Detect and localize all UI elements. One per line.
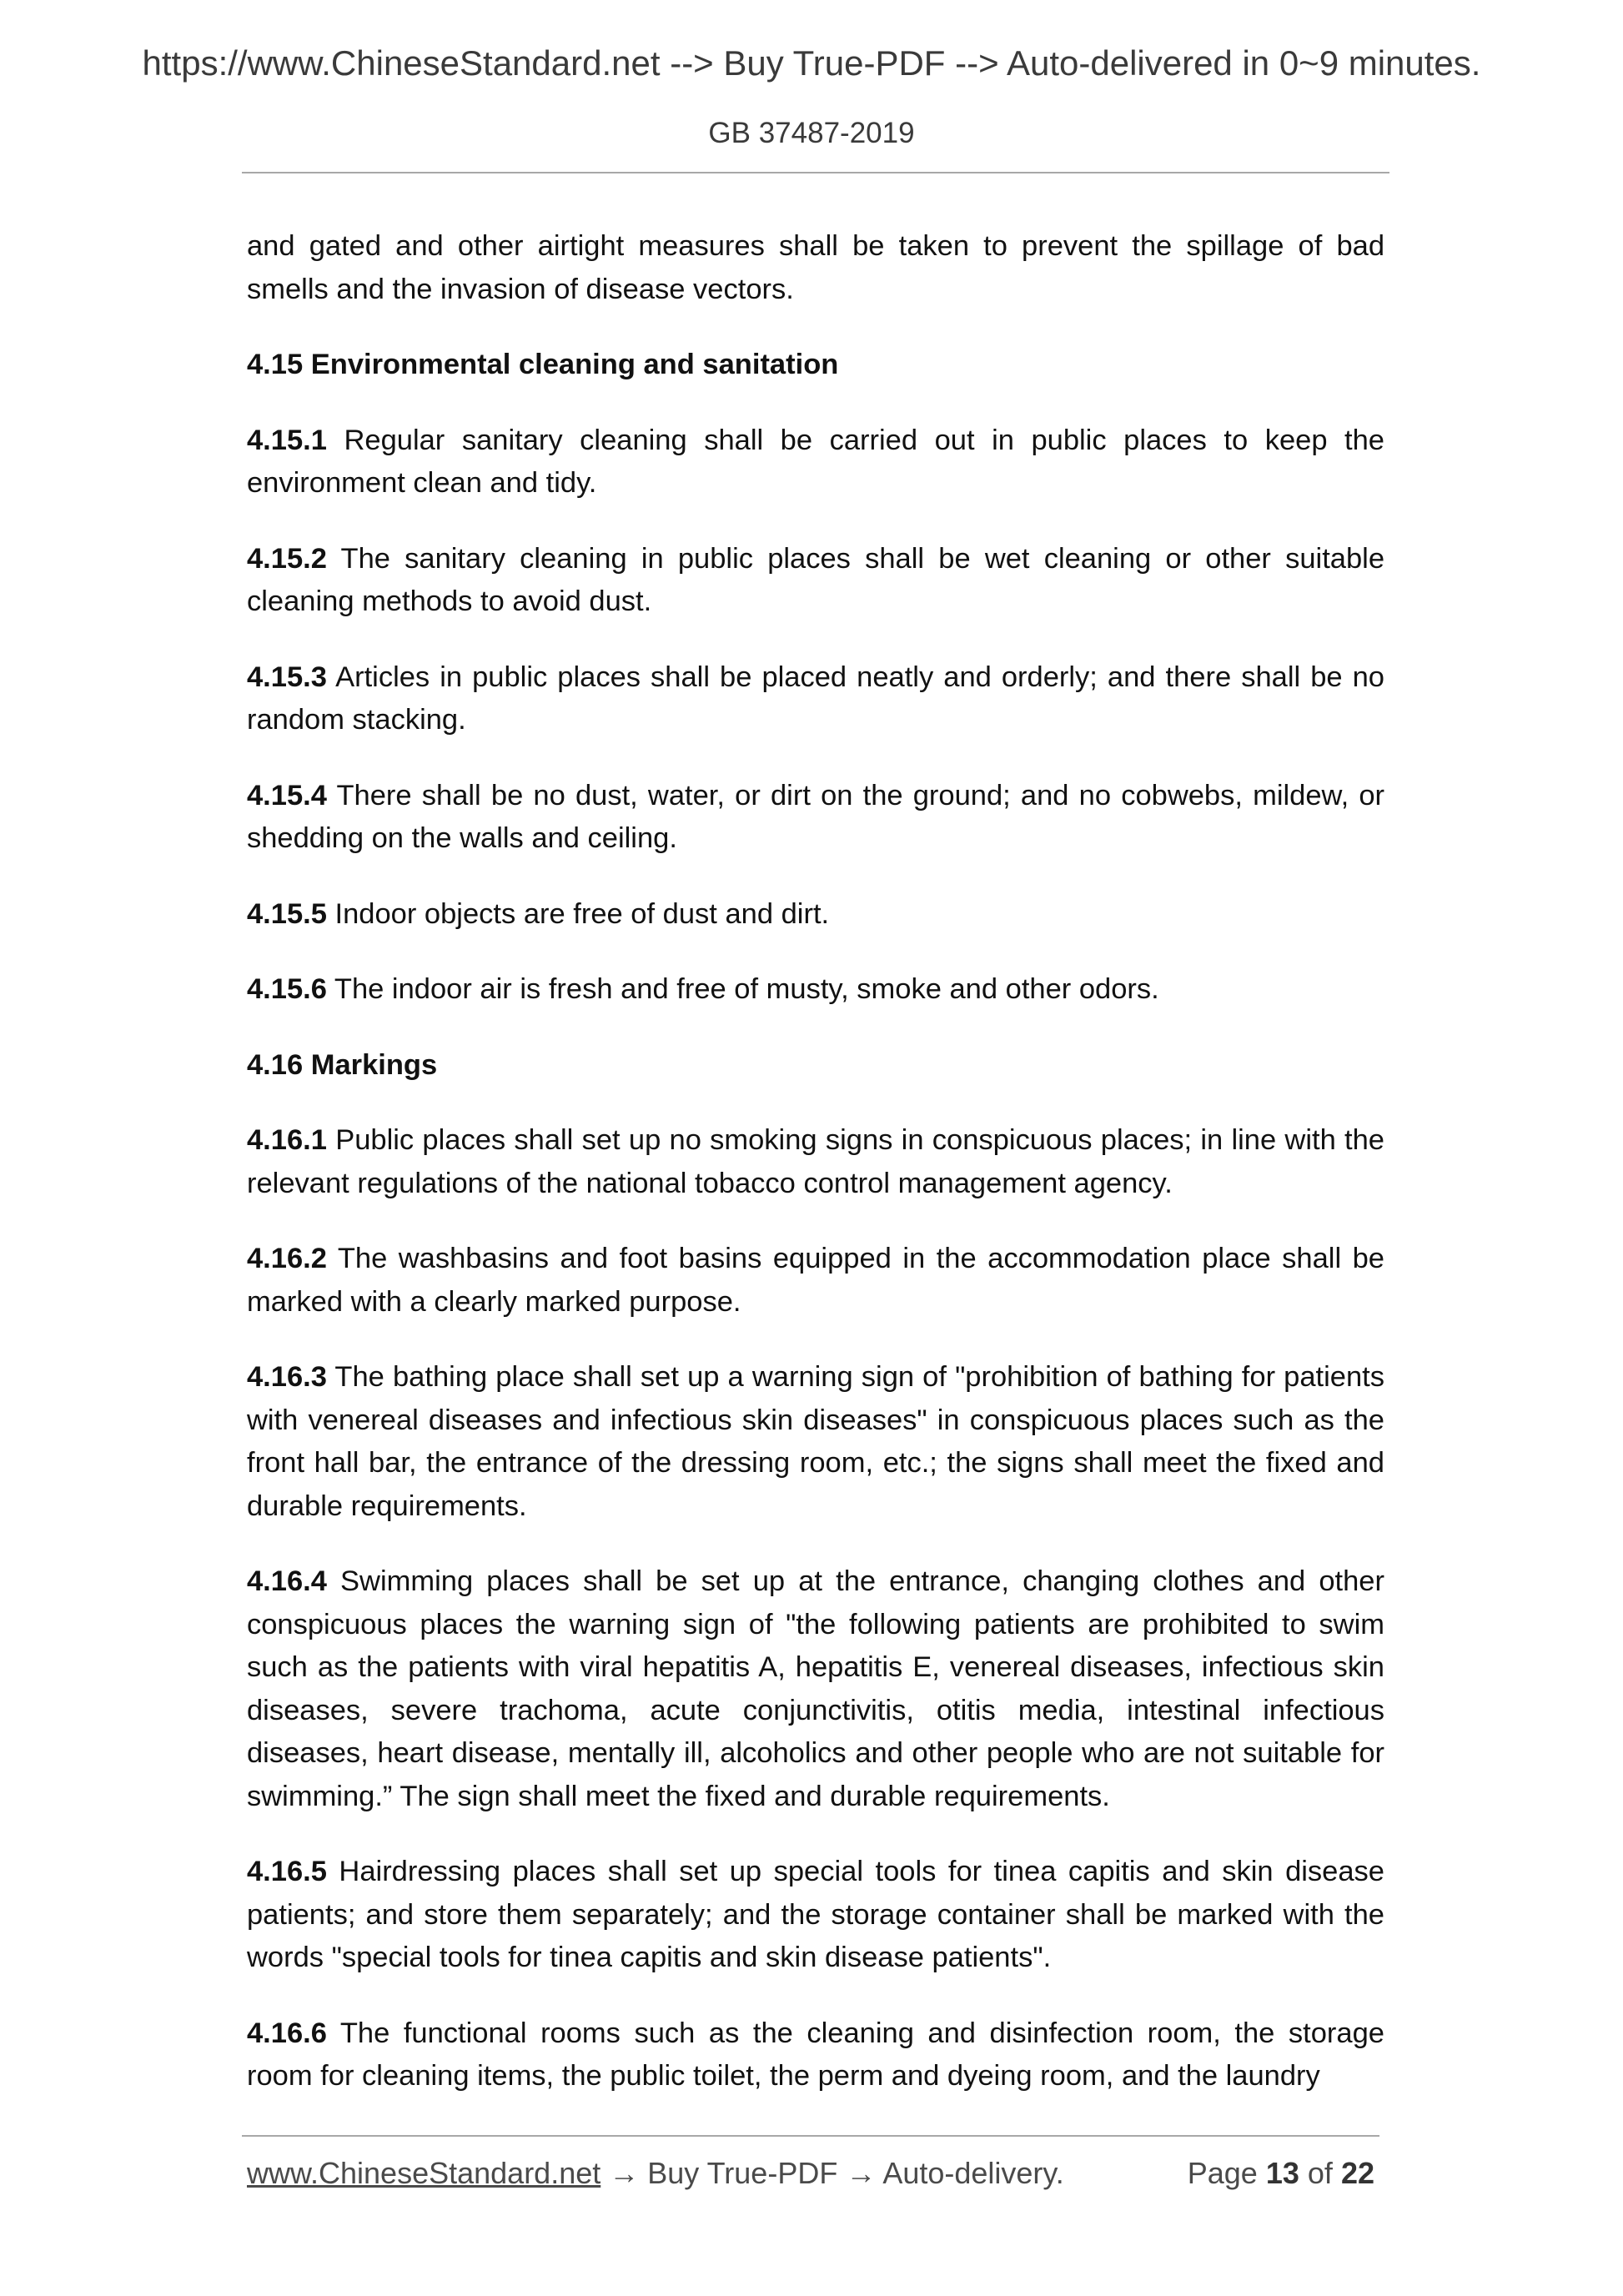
- header-divider: [242, 172, 1389, 173]
- clause-text: Indoor objects are free of dust and dirt.: [334, 897, 830, 930]
- clause-4-16-3: [247, 1356, 1384, 1528]
- clause-number: 4.15.4: [247, 779, 327, 811]
- clause-text: The functional rooms such as the cleaning and disinfection room, the storage room for cleaning items, the public toilet, the perm and dyeing room, and the laundry: [247, 2017, 1384, 2092]
- document-body: [247, 225, 1384, 2131]
- clause-number: 4.16.3: [247, 1361, 327, 1393]
- clause-number: 4.16.5: [247, 1856, 327, 1887]
- document-code: GB 37487-2019: [708, 117, 915, 149]
- clause-4-15-2: [247, 538, 1384, 624]
- clause-text: Swimming places shall be set up at the entrance, changing clothes and other conspicuous places the warning sign of "the following patients are prohibited to swim such as the patients with viral hepatitis A, hepatitis E, venereal diseases, infectious skin diseases, severe trachoma, acute conjunctivitis, otitis media, intestinal infectious diseases, heart disease, mentally ill, alcoholics and other people who are not suitable for swimming.” The sign shall meet the fixed and durable requirements.: [247, 1565, 1384, 1812]
- clause-number: 4.15.6: [247, 973, 327, 1005]
- clause-number: 4.16.4: [247, 1565, 327, 1597]
- clause-4-16-1: [247, 1119, 1384, 1205]
- clause-number: 4.15.5: [247, 897, 327, 930]
- clause-text: Articles in public places shall be placed neatly and orderly; and there shall be no random stacking.: [247, 661, 1384, 736]
- footer-tagline: → Buy True-PDF → Auto-delivery.: [600, 2156, 1064, 2190]
- clause-number: 4.15.3: [247, 661, 327, 693]
- section-heading-4-15: 4.15 Environmental cleaning and sanitation: [247, 349, 839, 380]
- clause-text: The bathing place shall set up a warning sign of "prohibition of bathing for patients with venereal diseases and infectious skin diseases" in conspicuous places such as the front hall bar, the entrance of the dressing room, etc.; the signs shall meet the fixed and durable requirements.: [247, 1361, 1385, 1522]
- clause-text: There shall be no dust, water, or dirt on the ground; and no cobwebs, mildew, or shedding on the walls and ceiling.: [247, 779, 1384, 854]
- clause-number: 4.16.1: [247, 1124, 327, 1156]
- clause-4-15-3: [247, 656, 1384, 742]
- page-label: Page: [1187, 2156, 1258, 2190]
- page-of: of: [1307, 2156, 1333, 2190]
- clause-4-16-6: [247, 2012, 1384, 2098]
- clause-number: 4.15.2: [247, 542, 327, 575]
- page-total: 22: [1340, 2156, 1374, 2190]
- footer-site-link[interactable]: www.ChineseStandard.net: [247, 2156, 601, 2190]
- clause-4-15-5: [247, 893, 1384, 937]
- clause-text: Regular sanitary cleaning shall be carried out in public places to keep the environment clean and tidy.: [247, 424, 1384, 499]
- clause-4-15-6: [247, 968, 1384, 1012]
- clause-number: 4.15.1: [247, 424, 327, 456]
- clause-4-16-5: [247, 1851, 1384, 1980]
- top-banner: https://www.ChineseStandard.net --> Buy True-PDF --> Auto-delivered in 0~9 minutes.: [142, 43, 1481, 83]
- clause-number: 4.16.6: [247, 2017, 327, 2049]
- clause-text: The washbasins and foot basins equipped in the accommodation place shall be marked with a clearly marked purpose.: [247, 1243, 1384, 1318]
- page-footer: [247, 2156, 1381, 2191]
- clause-text: Hairdressing places shall set up special tools for tinea capitis and skin disease patients; and store them separately; and the storage container shall be marked with the words "special tools for tinea capitis and skin disease patients".: [247, 1856, 1384, 1973]
- section-heading-4-16: 4.16 Markings: [247, 1048, 438, 1081]
- clause-text: The sanitary cleaning in public places shall be wet cleaning or other suitable cleaning methods to avoid dust.: [247, 542, 1385, 617]
- clause-text: The indoor air is fresh and free of musty, smoke and other odors.: [334, 973, 1159, 1005]
- clause-number: 4.16.2: [247, 1243, 327, 1274]
- intro-paragraph: and gated and other airtight measures shall be taken to prevent the spillage of bad smells and the invasion of disease vectors.: [247, 230, 1384, 305]
- clause-text: Public places shall set up no smoking signs in conspicuous places; in line with the relevant regulations of the national tobacco control management agency.: [247, 1124, 1384, 1199]
- clause-4-15-1: [247, 420, 1384, 505]
- page-current: 13: [1265, 2156, 1299, 2190]
- page-indicator: [1188, 2156, 1374, 2191]
- clause-4-16-4: [247, 1560, 1384, 1818]
- clause-4-16-2: [247, 1238, 1384, 1324]
- clause-4-15-4: [247, 775, 1384, 861]
- footer-divider: [242, 2135, 1379, 2137]
